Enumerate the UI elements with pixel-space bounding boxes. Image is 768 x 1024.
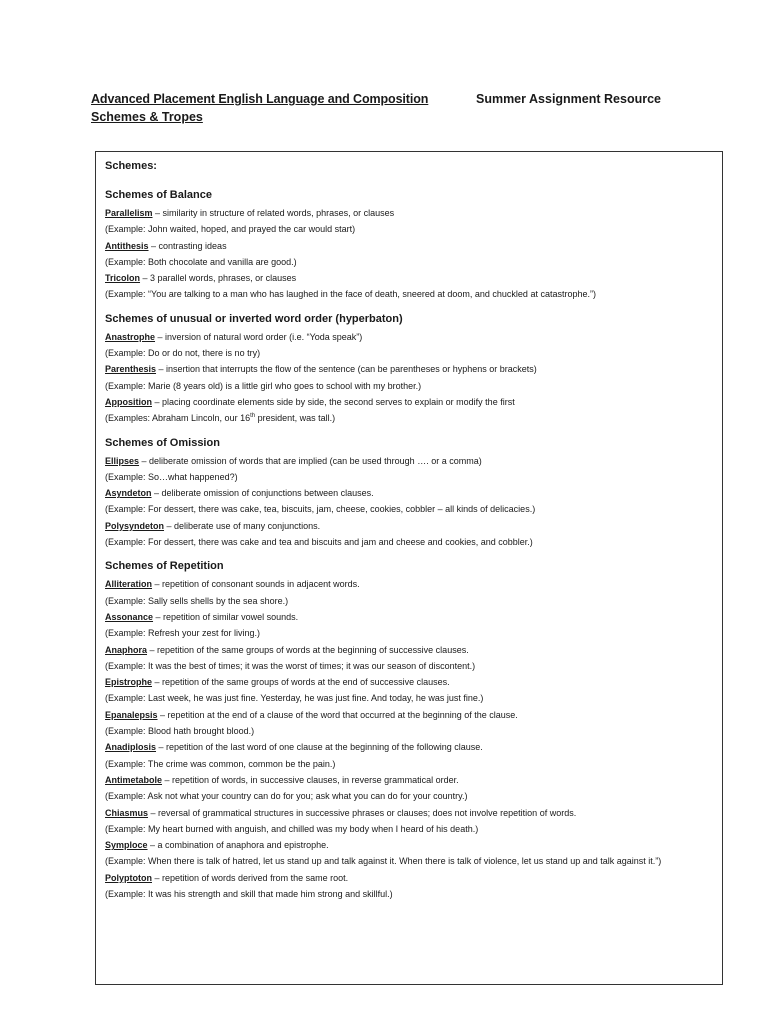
term-name: Epanalepsis (105, 709, 158, 720)
definition-text: – deliberate omission of words that are implied (can be used through …. or a comma) (139, 455, 482, 466)
example-text: (Example: When there is talk of hatred, let us stand up and talk against it. When there is talk of violence, let us stand up and talk against it.”) (105, 856, 662, 867)
example-text: (Example: Blood hath brought blood.) (105, 726, 255, 737)
term-definition (105, 329, 713, 345)
term-name: Symploce (105, 840, 148, 851)
term-definition (105, 870, 713, 886)
term-name: Alliteration (105, 579, 153, 590)
example-text: (Example: “You are talking to a man who has laughed in the face of death, sneered at doom, and chuckled at catastrophe.”) (105, 289, 596, 300)
definition-text: – a combination of anaphora and epistrophe. (147, 840, 329, 851)
example-part: (Examples: Abraham Lincoln, our 16 (105, 413, 251, 424)
term-definition (105, 453, 713, 469)
example-text (105, 410, 713, 426)
section-heading: Schemes of Omission (105, 436, 220, 449)
definition-text: – contrasting ideas (148, 240, 227, 251)
term-definition (105, 485, 713, 501)
definition-text: – 3 parallel words, phrases, or clauses (140, 273, 297, 284)
document-title: Advanced Placement English Language and Composition (91, 92, 429, 106)
term-name: Apposition (105, 396, 152, 407)
definition-text: – reversal of grammatical structures in successive phrases or clauses; does not involve repetition of words. (148, 807, 577, 818)
document-subtitle: Schemes & Tropes (91, 110, 203, 124)
section-heading: Schemes of Repetition (105, 560, 224, 573)
example-text: (Example: The crime was common, common be the pain.) (105, 758, 336, 769)
term-definition (105, 772, 713, 788)
term-name: Ellipses (105, 455, 140, 466)
term-definition (105, 805, 713, 821)
example-text: (Example: So…what happened?) (105, 471, 238, 482)
page-header (91, 92, 691, 124)
term-name: Tricolon (105, 273, 141, 284)
example-part: president, was tall.) (255, 413, 336, 424)
definition-text: – insertion that interrupts the flow of the sentence (can be parentheses or hyphens or brackets) (156, 364, 537, 375)
term-name: Epistrophe (105, 677, 153, 688)
term-definition (105, 837, 713, 853)
definition-text: – repetition of consonant sounds in adjacent words. (152, 579, 360, 590)
example-text: (Example: Both chocolate and vanilla are good.) (105, 256, 297, 267)
definition-text: – repetition of the same groups of words at the end of successive clauses. (152, 677, 450, 688)
example-text: (Example: Marie (8 years old) is a little girl who goes to school with my brother.) (105, 380, 422, 391)
term-name: Asyndeton (105, 488, 152, 499)
term-name: Assonance (105, 611, 154, 622)
term-definition (105, 576, 713, 592)
term-definition (105, 205, 713, 221)
section (105, 312, 713, 427)
term-name: Anastrophe (105, 331, 156, 342)
definition-text: – repetition of the same groups of words at the beginning of successive clauses. (147, 644, 469, 655)
definition-text: – similarity in structure of related words, phrases, or clauses (152, 208, 395, 218)
term-name: Antithesis (105, 240, 149, 251)
definition-text: – deliberate omission of conjunctions between clauses. (151, 488, 374, 499)
definition-text: – repetition of similar vowel sounds. (153, 611, 299, 622)
sections-container (105, 188, 713, 902)
example-text: (Example: Refresh your zest for living.) (105, 628, 261, 639)
example-text: (Example: It was the best of times; it was the worst of times; it was our season of discontent.) (105, 660, 476, 671)
definition-text: – deliberate use of many conjunctions. (164, 520, 321, 531)
example-text: (Example: Sally sells shells by the sea shore.) (105, 595, 289, 606)
term-definition (105, 739, 713, 755)
term-name: Chiasmus (105, 807, 149, 818)
definition-text: – inversion of natural word order (i.e. “Yoda speak”) (155, 331, 363, 342)
term-definition (105, 674, 713, 690)
example-text: (Example: John waited, hoped, and prayed the car would start) (105, 224, 356, 235)
section (105, 436, 713, 551)
example-text: (Example: Do or do not, there is no try) (105, 348, 261, 359)
term-name: Anadiplosis (105, 742, 157, 753)
term-definition (105, 642, 713, 658)
term-definition (105, 518, 713, 534)
term-definition (105, 361, 713, 377)
term-definition (105, 609, 713, 625)
example-text: (Example: For dessert, there was cake and tea and biscuits and jam and cheese and cookies, and cobbler.) (105, 537, 533, 548)
term-name: Parenthesis (105, 364, 157, 375)
section (105, 188, 713, 303)
section-heading: Schemes of unusual or inverted word order (hyperbaton) (105, 312, 403, 325)
term-definition (105, 238, 713, 254)
ordinal-superscript: th (250, 413, 256, 420)
term-name: Parallelism (105, 208, 153, 218)
definition-text: – repetition of words derived from the same root. (152, 872, 349, 883)
term-definition (105, 394, 713, 410)
schemes-box (95, 151, 723, 985)
example-text: (Example: My heart burned with anguish, and chilled was my body when I heard of his death.) (105, 823, 479, 834)
box-title: Schemes: (105, 160, 157, 172)
section (105, 559, 713, 902)
example-text: (Example: Ask not what your country can do for you; ask what you can do for your country.) (105, 791, 468, 802)
assignment-label: Summer Assignment Resource (475, 92, 661, 106)
term-name: Antimetabole (105, 774, 163, 785)
definition-text: – repetition at the end of a clause of the word that occurred at the beginning of the clause. (157, 709, 518, 720)
definition-text: – repetition of words, in successive clauses, in reverse grammatical order. (162, 774, 459, 785)
definition-text: – repetition of the last word of one clause at the beginning of the following clause. (156, 742, 483, 753)
term-name: Polysyndeton (105, 520, 165, 531)
header-row (91, 92, 691, 106)
term-name: Polyptoton (105, 872, 152, 883)
section-heading: Schemes of Balance (105, 189, 212, 201)
term-definition (105, 707, 713, 723)
term-definition (105, 270, 713, 286)
term-name: Anaphora (105, 644, 148, 655)
definition-text: – placing coordinate elements side by side, the second serves to explain or modify the first (152, 396, 515, 407)
example-text: (Example: For dessert, there was cake, tea, biscuits, jam, cheese, cookies, cobbler – all kinds of delicacies.) (105, 504, 536, 515)
example-text: (Example: It was his strength and skill that made him strong and skillful.) (105, 888, 393, 899)
example-text: (Example: Last week, he was just fine. Yesterday, he was just fine. And today, he was just fine.) (105, 693, 484, 704)
